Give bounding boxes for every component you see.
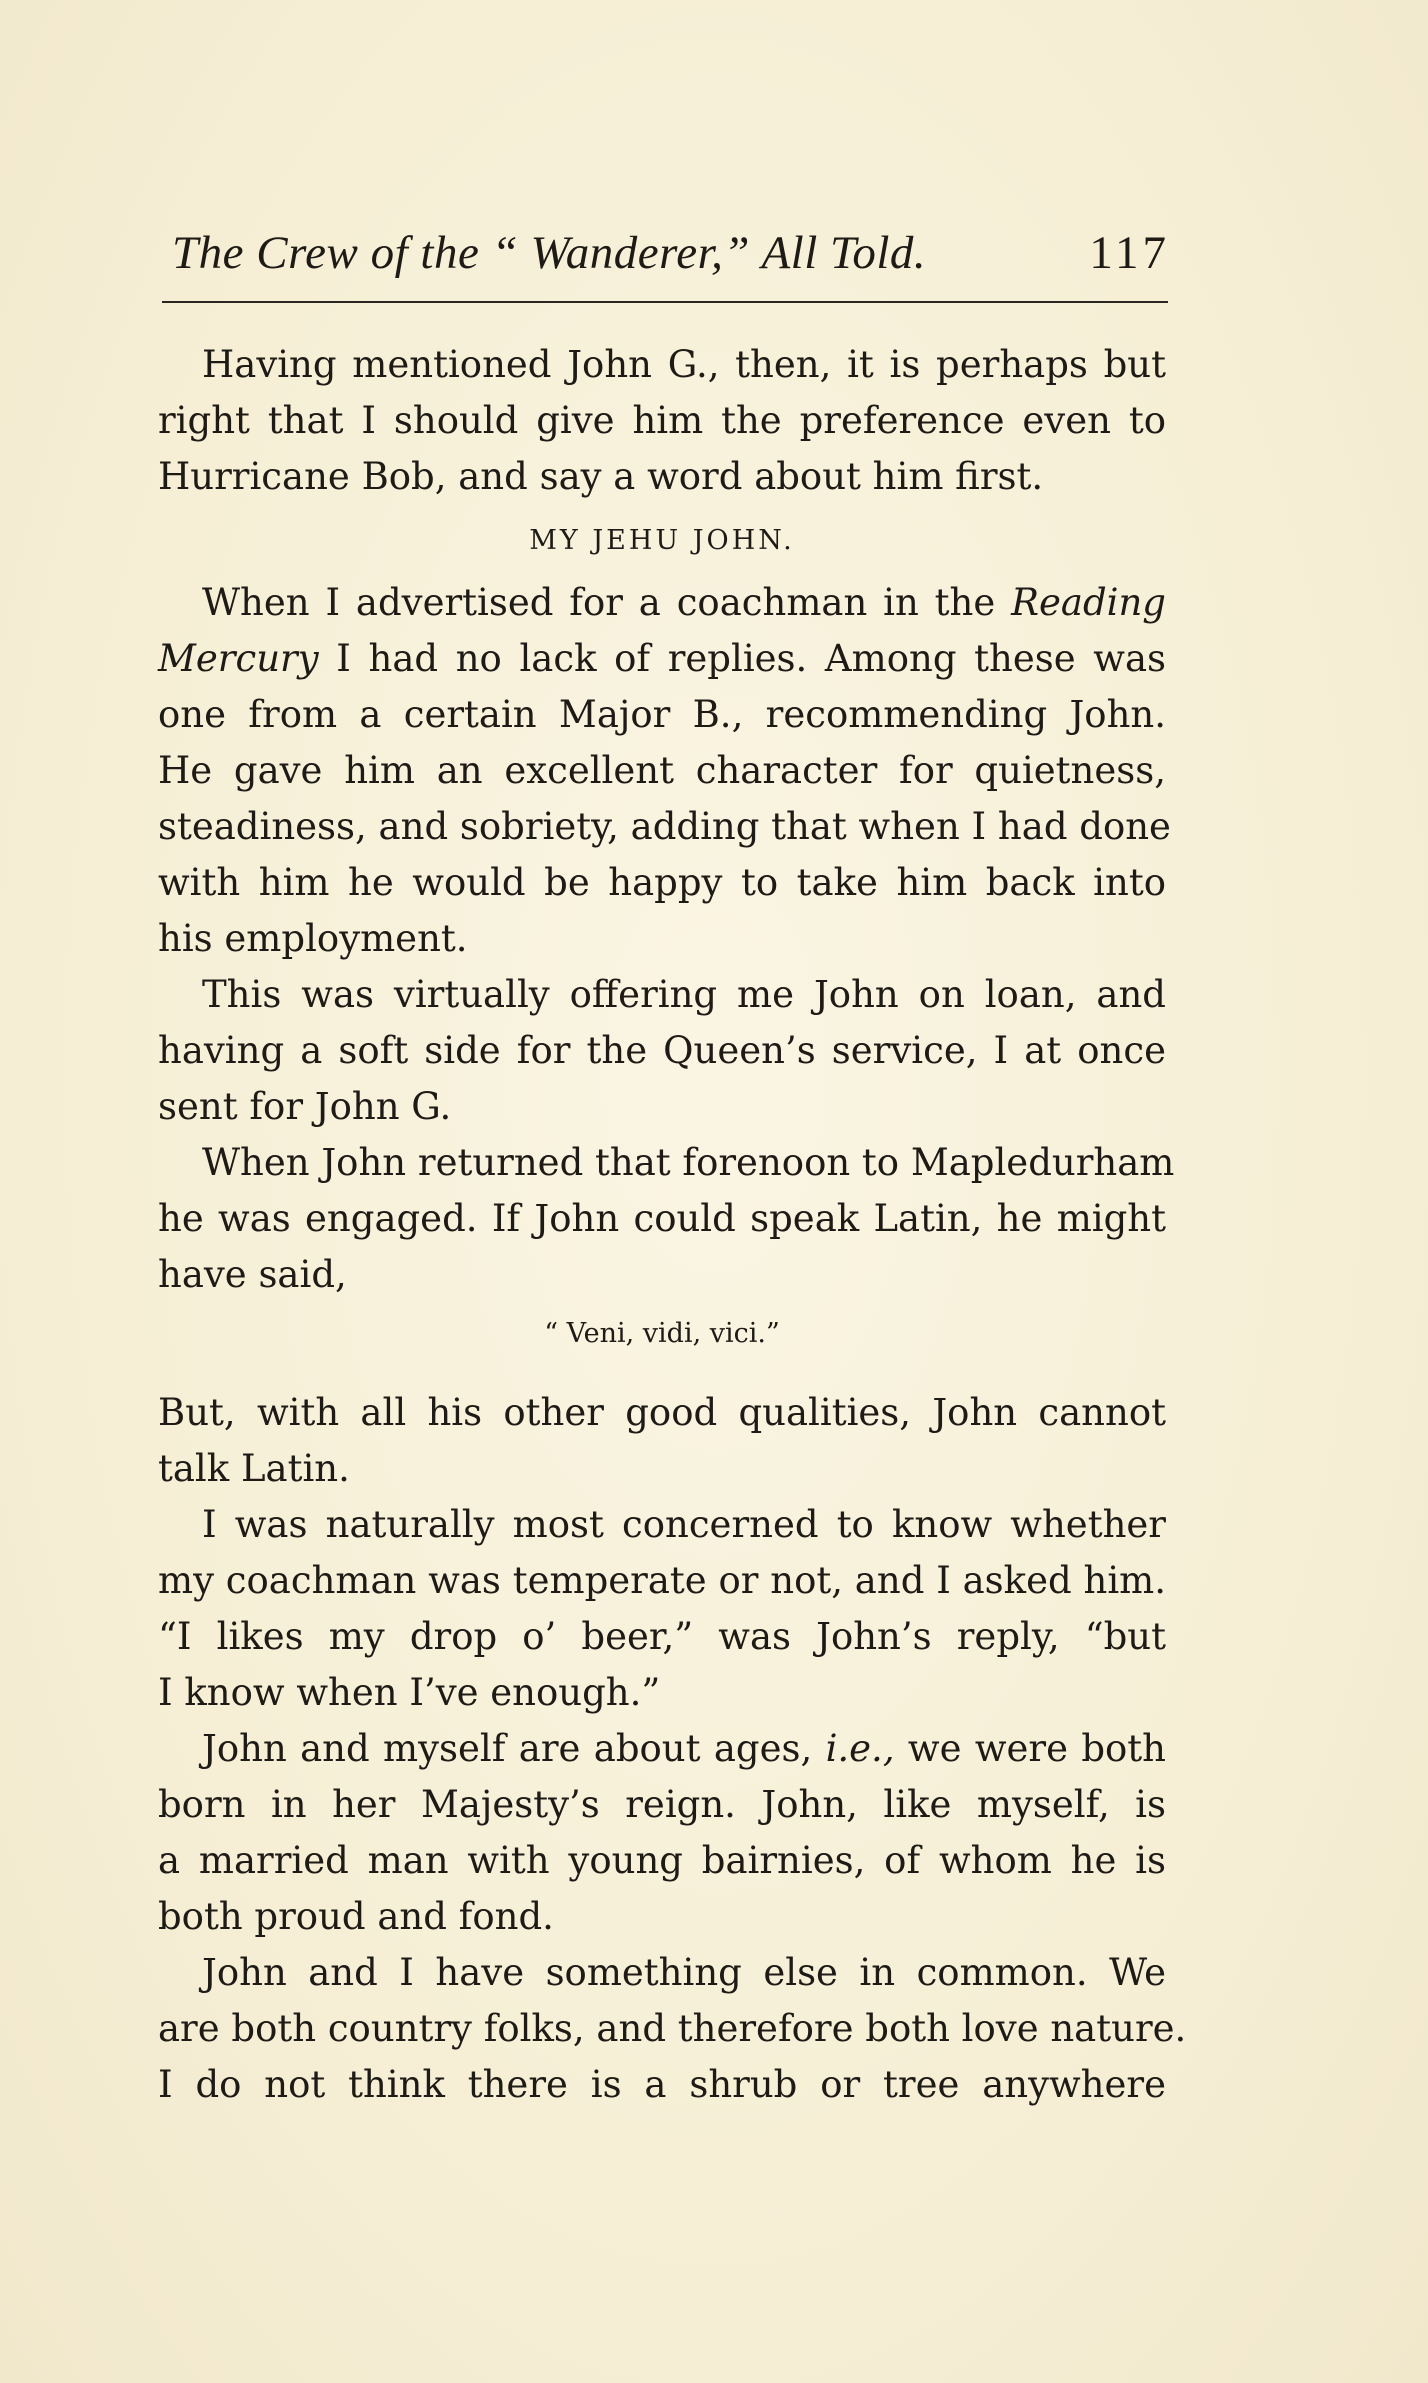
text-line: both proud and fond. — [158, 1895, 554, 1938]
text-run: John and myself are about ages, — [202, 1727, 826, 1770]
text-line: Having mentioned John G., then, it is perhaps but — [202, 343, 1166, 386]
text-line: I do not think there is a shrub or tree anywhere — [158, 2063, 1166, 2106]
text-run: we were both — [894, 1727, 1166, 1770]
text-line: “I likes my drop o’ beer,” was John’s reply, “but — [158, 1615, 1166, 1658]
text-line: When John returned that forenoon to Mapledurham — [202, 1141, 1175, 1184]
text-line: a married man with young bairnies, of whom he is — [158, 1839, 1166, 1882]
text-line: Hurricane Bob, and say a word about him first. — [158, 455, 1044, 498]
italic-text: i.e., — [825, 1727, 895, 1770]
text-line: with him he would be happy to take him back into — [158, 861, 1166, 904]
paragraph-6 — [158, 1497, 1166, 1721]
paragraph-1 — [158, 337, 1166, 505]
page-number: 117 — [1089, 227, 1170, 279]
text-line — [158, 1721, 1166, 1777]
text-line: having a soft side for the Queen’s service, I at once — [158, 1029, 1166, 1072]
text-line: his employment. — [158, 917, 468, 960]
text-line: I know when I’ve enough.” — [158, 1671, 661, 1714]
text-line: have said, — [158, 1253, 347, 1296]
text-line: This was virtually offering me John on loan, and — [202, 973, 1166, 1016]
paragraph-7 — [158, 1721, 1166, 1945]
text-line: John and I have something else in common. We — [202, 1951, 1166, 1994]
page-header — [160, 218, 1170, 288]
paragraph-2 — [158, 575, 1171, 967]
italic-text: Reading — [1011, 581, 1166, 624]
text-line: He gave him an excellent character for quietness, — [158, 749, 1166, 792]
text-run: When I advertised for a coachman in the — [202, 581, 1012, 624]
paragraph-3 — [158, 967, 1166, 1135]
header-rule — [162, 301, 1168, 303]
text-line: But, with all his other good qualities, John cannot — [158, 1391, 1166, 1434]
paragraph-5 — [158, 1385, 1166, 1497]
page-body — [158, 337, 1187, 2113]
text-line: he was engaged. If John could speak Latin, he might — [158, 1197, 1166, 1240]
text-line: my coachman was temperate or not, and I asked him. — [158, 1559, 1166, 1602]
text-line: I was naturally most concerned to know whether — [202, 1503, 1166, 1546]
text-line: right that I should give him the preference even to — [158, 399, 1166, 442]
section-heading: MY JEHU JOHN. — [529, 525, 795, 556]
italic-text: Mercury — [158, 637, 319, 680]
text-line: are both country folks, and therefore both love nature. — [158, 2007, 1187, 2050]
running-head: The Crew of the “ Wanderer,” All Told. — [172, 227, 927, 279]
paragraph-8 — [158, 1945, 1187, 2113]
text-run: I had no lack of replies. Among these was — [318, 637, 1166, 680]
text-line — [158, 575, 1166, 631]
paragraph-4 — [158, 1135, 1175, 1303]
text-line: talk Latin. — [158, 1447, 350, 1490]
latin-quote: “ Veni, vidi, vici.” — [544, 1318, 780, 1349]
text-line: one from a certain Major B., recommending John. — [158, 693, 1166, 736]
text-line: steadiness, and sobriety, adding that when I had done — [158, 805, 1171, 848]
text-line — [158, 631, 1166, 687]
text-line: born in her Majesty’s reign. John, like myself, is — [158, 1783, 1166, 1826]
text-line: sent for John G. — [158, 1085, 452, 1128]
